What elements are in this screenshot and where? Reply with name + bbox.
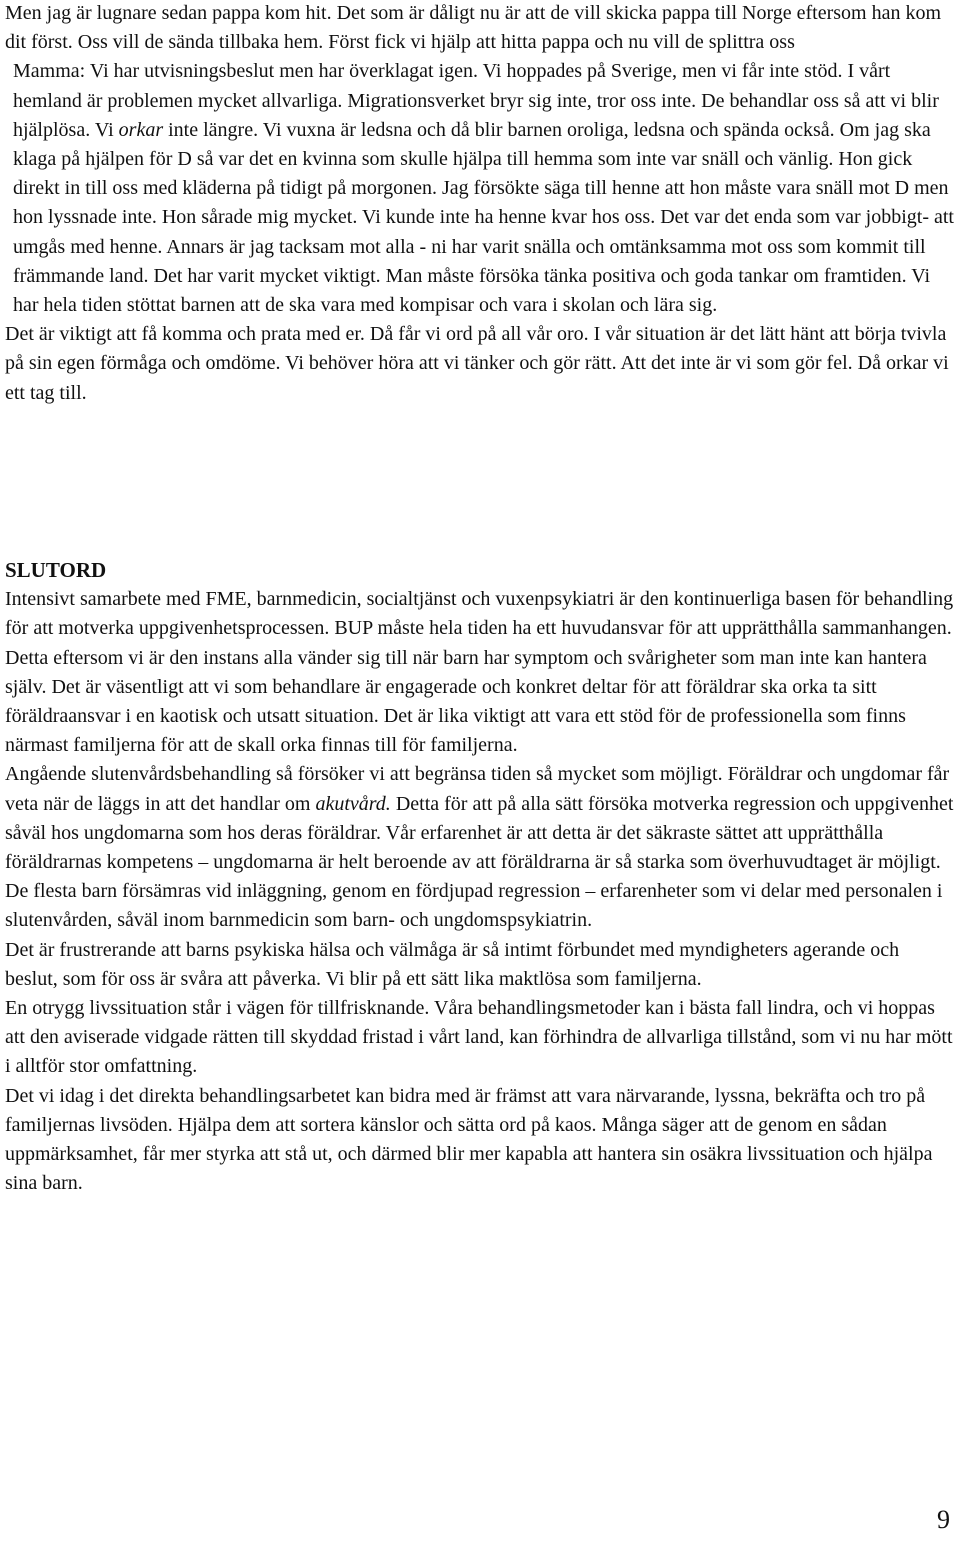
page-number: 9 — [937, 1505, 950, 1534]
section-heading: SLUTORD — [5, 558, 107, 582]
italic-word-orkar: orkar — [118, 118, 164, 141]
paragraph-frustration: Det är frustrerande att barns psykiska hälsa och välmåga är så intimt förbundet med myndigheters agerande och beslut, som för oss är svåra att påverka. Vi blir på ett sätt lika maktlösa som familjerna. — [5, 938, 900, 990]
inpatient-part2: Detta för att på alla sätt försöka motverka regression och uppgivenhet såväl hos ungdomarna som hos deras föräldrar. Vår erfarenhet är att detta är det säkraste sättet att upprätthålla föräldrarnas kompetens – ungdomarna är helt beroende av att föräldrarna är så starka som överhuvudtaget är möjligt. De flesta barn försämras vid inläggning, genom en fördjupad regression – erfarenheter som vi delar med personalen i slutenvården, såväl inom barnmedicin som barn- och ungdomspsykiatrin. — [5, 792, 954, 932]
paragraph-mother-quote — [5, 57, 955, 320]
mother-quote-part1: Mamma: Vi har utvisningsbeslut men har överklagat igen. Vi hoppades på Sverige, men vi får inte stöd. I vårt hemland är problemen mycket allvarliga. Migrationsverket bryr sig inte, tror oss inte. De behandlar oss så att vi blir hjälplösa. Vi — [13, 60, 939, 141]
inpatient-part1: Angående slutenvårdsbehandling så försöker vi att begränsa tiden så mycket som möjligt. Föräldrar och ungdomar får veta när de läggs in att det handlar om — [5, 763, 950, 815]
paragraph-child-quote: Men jag är lugnare sedan pappa kom hit. Det som är dåligt nu är att de vill skicka pappa till Norge eftersom han kom dit först. Oss vill de sända tillbaka hem. Först fick vi hjälp att hitta pappa och nu vill de splittra oss — [5, 2, 942, 54]
paragraph-talk-importance: Det är viktigt att få komma och prata med er. Då får vi ord på all vår oro. I vår situation är det lätt hänt att börja tvivla på sin egen förmåga och omdöme. Vi behöver höra att vi tänker och gör rätt. Att det inte är vi som gör fel. Då orkar vi ett tag till. — [5, 323, 949, 404]
mother-quote-part2: inte längre. Vi vuxna är ledsna och då blir barnen oroliga, ledsna och spända också. Om jag ska klaga på hjälpen för D så var det en kvinna som skulle hjälpa till hemma som inte var snäll och vänlig. Hon gick direkt in till oss med kläderna på tidigt på morgonen. Jag försökte säga till henne att hon måste vara snäll mot D men hon lyssnade inte. Hon sårade mig mycket. Vi kunde inte ha henne kvar hos oss. Det var det enda som var jobbigt- att umgås med henne. Annars är jag tacksam mot alla - ni har varit snälla och omtänksamma mot oss som kommit till främmande land. Det har varit mycket viktigt. Man måste försöka tänka positiva och goda tankar om framtiden. Vi har hela tiden stöttat barnen att de ska vara med kompisar och vara i skolan och lära sig. — [13, 118, 954, 317]
italic-word-akutvard: akutvård. — [315, 792, 391, 815]
paragraph-treatment-contribution: Det vi idag i det direkta behandlingsarbetet kan bidra med är främst att vara närvarande, lyssna, bekräfta och tro på familjernas livsöden. Hjälpa dem att sortera känslor och sätta ord på kaos. Många säger att de genom en sådan uppmärksamhet, får mer styrka att stå ut, och därmed blir mer kapabla att hantera sin osäkra livssituation och hjälpa sina barn. — [5, 1084, 933, 1195]
slutord-section — [5, 556, 955, 1198]
interview-text-block — [5, 0, 955, 408]
paragraph-inpatient-care — [5, 760, 955, 935]
paragraph-insecure-life: En otrygg livssituation står i vägen för tillfrisknande. Våra behandlingsmetoder kan i bästa fall lindra, och vi hoppas att den aviserade vidgade rätten till skyddad fristad i vårt land, kan förhindra de allvarliga tillstånd, som vi nu har mött i alltför stor omfattning. — [5, 997, 953, 1078]
paragraph-collaboration: Intensivt samarbete med FME, barnmedicin, socialtjänst och vuxenpsykiatri är den kontinuerliga basen för behandling för att motverka uppgivenhetsprocessen. BUP måste hela tiden ha ett huvudansvar för att upprätthålla sammanhangen. Detta eftersom vi är den instans alla vänder sig till när barn har symptom och svårigheter som man inte kan hantera själv. Det är väsentligt att vi som behandlare är engagerade och konkret deltar för att föräldrar ska orka ta sitt föräldraansvar i en kaotisk och utsatt situation. Det är lika viktigt att vara ett stöd för de professionella som finns närmast familjerna för att de skall orka finnas till för familjerna. — [5, 588, 954, 757]
